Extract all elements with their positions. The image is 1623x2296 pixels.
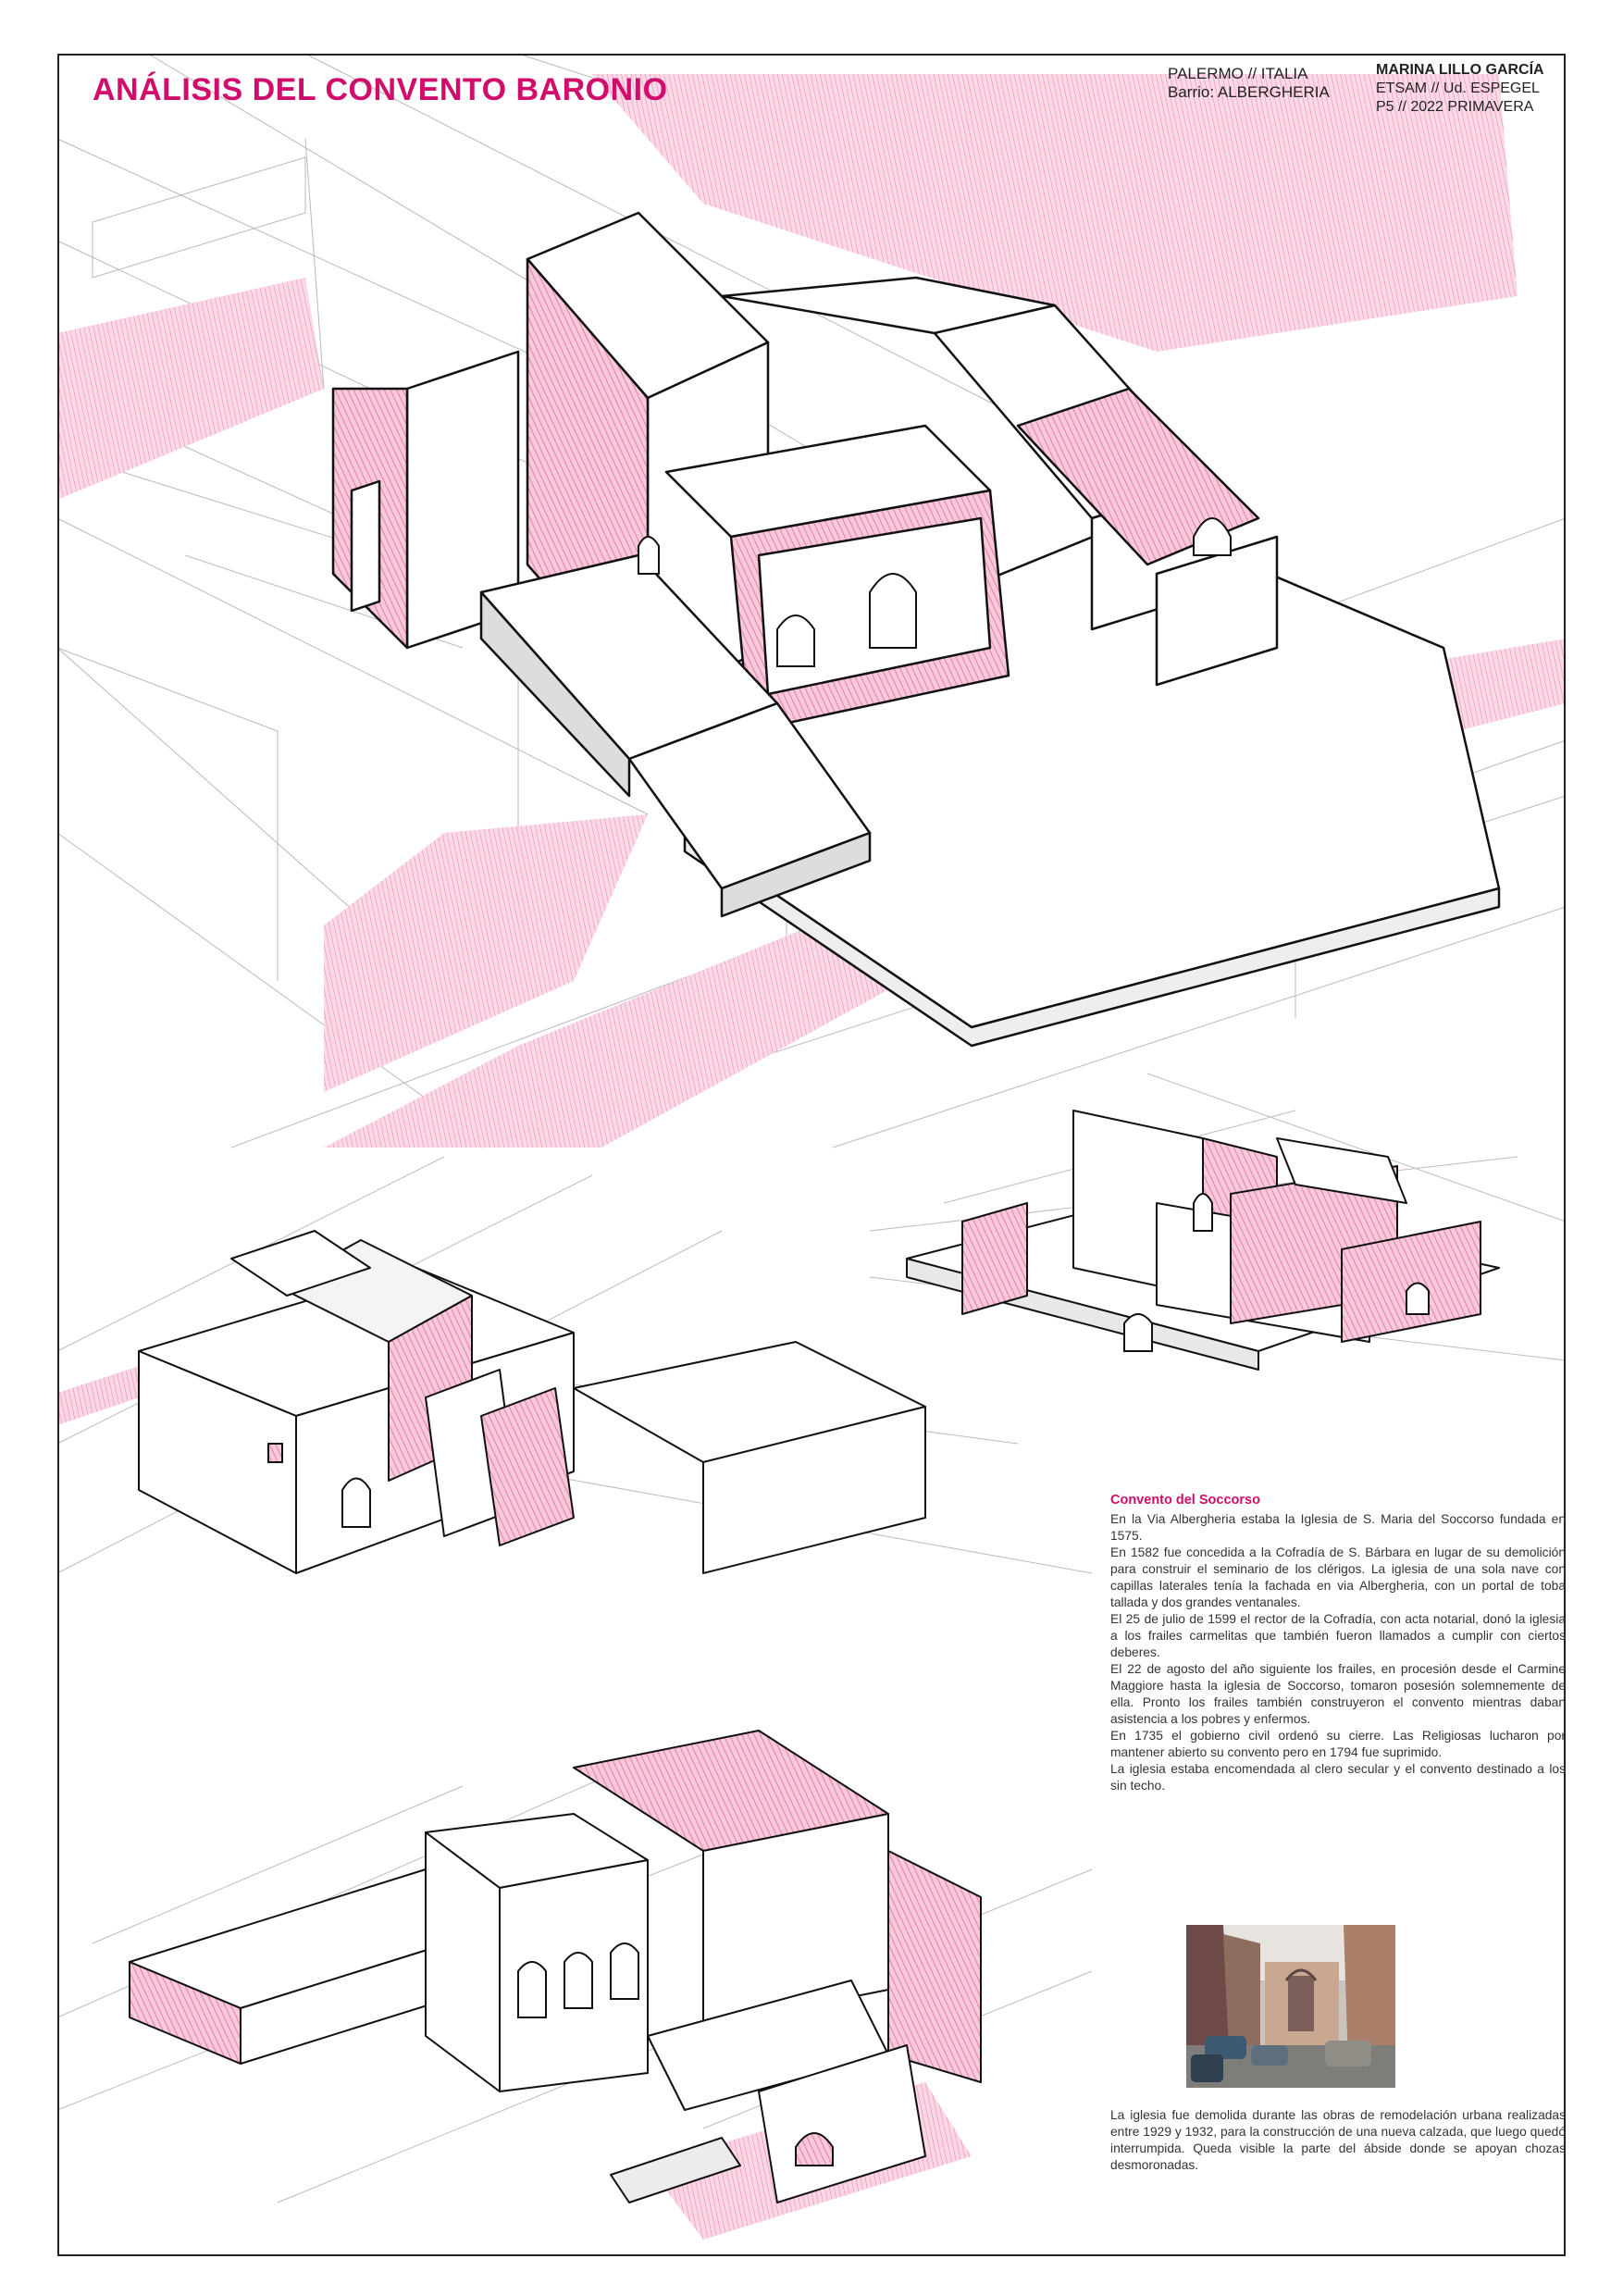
author-block: [1376, 61, 1544, 117]
location-district: Barrio: ALBERGHERIA: [1168, 83, 1330, 101]
photo-caption: La iglesia fue demolida durante las obras de remodelación urbana realizadas entre 1929 y 1932, para la construcción de una nueva calzada, que luego quedó interrumpida. Queda visible la parte del ábside donde se apoyan chozas desmoronadas.: [1110, 2108, 1566, 2172]
section-heading: Convento del Soccorso: [1110, 1493, 1260, 1508]
history-paragraph: En 1735 el gobierno civil ordenó su cierre. Las Religiosas lucharon por mantener abierto su convento pero en 1794 fue suprimido.: [1110, 1729, 1566, 1759]
location-block: [1168, 65, 1330, 102]
history-paragraph: En la Via Albergheria estaba la Iglesia de S. Maria del Soccorso fundada en 1575.: [1110, 1512, 1566, 1543]
history-text-panel: [1110, 1492, 1566, 1794]
author-course: P5 // 2022 PRIMAVERA: [1376, 99, 1534, 115]
history-paragraph: El 22 de agosto del año siguiente los frailes, en procesión desde el Carmine Maggiore hasta la iglesia de Soccorso, tomaron posesión solemnemente de ella. Pronto los frailes también construyeron el convento mientras daban asistencia a los pobres y enfermos.: [1110, 1662, 1566, 1726]
history-paragraph: El 25 de julio de 1599 el rector de la Cofradía, con acta notarial, donó la iglesia a los frailes carmelitas que también fueron llamados a cumplir con ciertos deberes.: [1110, 1612, 1566, 1659]
street-photo: [1186, 1925, 1395, 2088]
author-school: ETSAM // Ud. ESPEGEL: [1376, 81, 1540, 96]
history-paragraph: La iglesia estaba encomendada al clero secular y el convento destinado a los sin techo.: [1110, 1762, 1566, 1793]
author-name: MARINA LILLO GARCÍA: [1376, 62, 1544, 78]
history-paragraph: En 1582 fue concedida a la Cofradía de S. Bárbara en lugar de su demolición para construir el seminario de los clérigos. La iglesia de una sola nave con capillas laterales tenía la fachada en via Albergheria, con un portal de toba tallada y dos grandes ventanales.: [1110, 1545, 1566, 1609]
location-city: PALERMO // ITALIA: [1168, 65, 1308, 82]
page-title: ANÁLISIS DEL CONVENTO BARONIO: [93, 72, 668, 107]
